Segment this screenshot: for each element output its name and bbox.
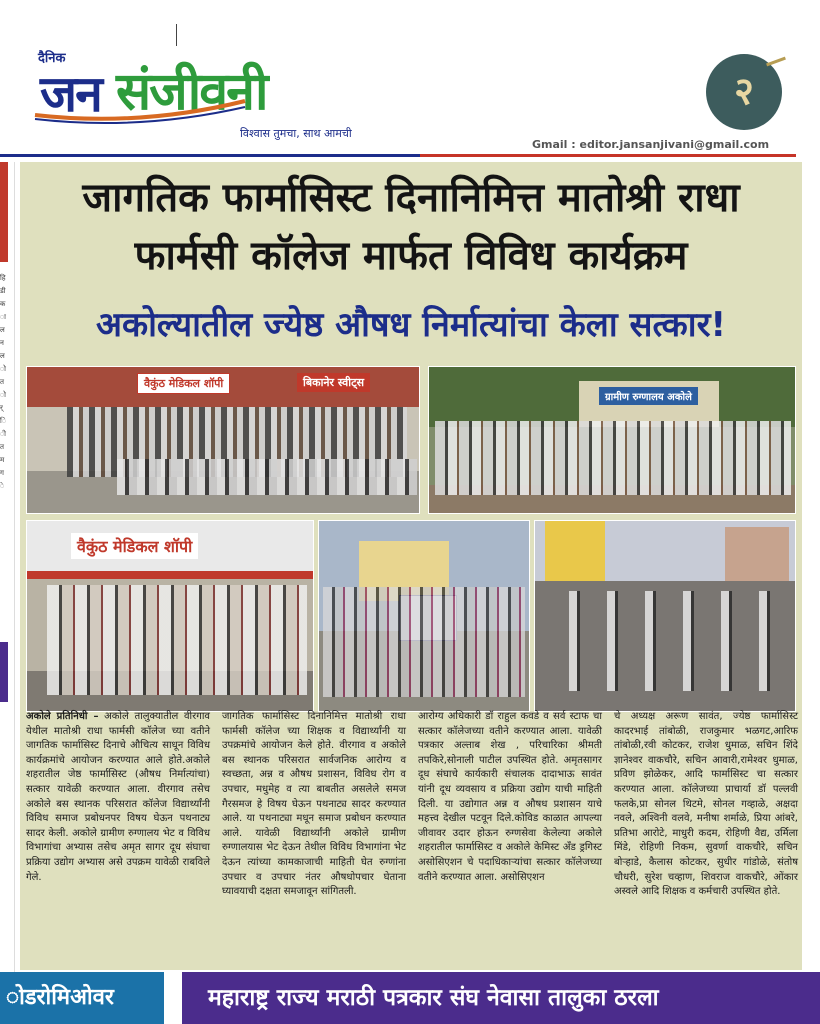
article: [20, 162, 802, 970]
page-number-accent: [766, 57, 786, 67]
headline-line-1: जागतिक फार्मासिस्ट दिनानिमित्त मातोश्री राधा: [82, 175, 740, 221]
logo-swoosh-icon: [30, 95, 250, 125]
shop-sign: बिकानेर स्वीट्स: [297, 373, 370, 392]
article-column-4: [614, 710, 798, 900]
article-column-3: [418, 710, 602, 885]
headline-line-2: फार्मसी कॉलेज मार्फत विविध कार्यक्रम: [134, 233, 688, 279]
left-fragment-band: [0, 162, 8, 262]
shop-sign: वैकुंठ मेडिकल शॉपी: [71, 533, 198, 559]
article-column-2: [222, 710, 406, 900]
byline: अकोले प्रतिनिधी –: [26, 711, 99, 722]
photo-students-at-hospital: [428, 366, 796, 514]
logo-part2: संजीवनी: [116, 62, 267, 122]
photo-street-play-bus-stand: [318, 520, 530, 712]
logo-part1: जन: [40, 65, 101, 123]
column-text: अकोले तालुक्यातील वीरगाव येथील मातोश्री राधा फार्मसी कॉलेज च्या वतीने जागतिक फार्मासिस्ट दिनाचे औचित्य साधून विविध कार्यक्रमांचे आयोजन करण्यात आले होते.अकोले शहरातील जेष्ठ फार्मासिस्ट (औषध निर्मात्यांचा) सत्कार यावेळी करण्यात आला. वीरगाव तसेच अकोले बस स्थानक परिसरात कॉलेज विद्यार्थ्यांनी विविध समाज प्रबोधनपर विषय घेऊन पथनाट्य सादर केली. अकोले ग्रामीण रुग्णालय भेट व विविध विभागांचा अभ्यास तसेच अमृत सागर दूध संघाचा प्रक्रिया उद्योग अभ्यास असे उपक्रम यावेळी राबविले गेले.: [26, 711, 210, 883]
next-story-banner-left: ोडरोमिओवर: [0, 972, 164, 1024]
column-text: चे अध्यक्ष अरूण सावंत, ज्येष्ठ फार्मासिस्ट कादरभाई तांबोळी, राजकुमार भळगट,आरिफ तांबोळी,रवी कोटकर, राजेश धुमाळ, सचिन शिंदे ज्ञानेश्वर वाकचौरे, सचिन आवारी,रामेश्वर धुमाळ, प्रविण झोळेकर, आदि फार्मासिस्ट चा सत्कार करण्यात आला. कॉलेजच्या प्राचार्या डॉ पल्लवी फलके,प्रा सोनल थिटमे, सोनल गव्हाळे, अक्षदा नवले, अश्विनी वलवे, मनीषा शर्माळे, प्रिया आंबरे, प्रतिभा आरोटे, माधुरी कदम, रोहिणी वैद्य, उर्मिला मिंडे, रोहिणी निकम, सुवर्णा वाकचौरे, सचिन बोऱ्हाडे, कैलास कोटकर, सुधीर गांडोळे, संतोष चौधरी, सुरेश चव्हाण, शिवराज वाकचौरे, ओंकार अस्वले आदि शिक्षक व कर्मचारी उपस्थित होते.: [614, 711, 798, 898]
left-column-fragment: [0, 162, 15, 972]
masthead-rule-red: [420, 154, 796, 157]
left-fragment-text: हि डी क ा ल न ल ो त ो र् ि ी त म ग े: [0, 274, 6, 490]
photo-street-performance: [534, 520, 796, 712]
left-fragment-band: [0, 642, 8, 702]
masthead-rule-blue: [0, 154, 420, 157]
photo-students-street-play: [26, 366, 420, 514]
column-text: आरोग्य अधिकारी डॉ राहुल कवडे व सर्व स्टाफ चा सत्कार कॉलेजच्या वतीने करण्यात आला. यावेळी पत्रकार अल्ताब शेख , परिचारिका श्रीमती तपकिरे,सोनाली पाटील उपस्थित होते. अमृतसागर दूध संघाचे कार्यकारी संचालक दादाभाऊ सावंत यांनी दूध व्यवसाय व प्रक्रिया उद्योग याची माहिती दिली. या उद्योगात अन्न व औषध प्रशासन याचे महत्त्व देखील पटवून दिले.कोविड काळात आपल्या जीवावर उदार होऊन रुग्णसेवा केलेल्या अकोले शहरातील फार्मासिस्ट व अकोले केमिस्ट अँड ड्रगिस्ट असोसिएशन चे पदाधिकाऱ्यांचा सत्कार कॉलेजच्या वतीने करण्यात आला. असोसिएशन: [418, 711, 602, 883]
tagline: विश्वास तुमचा, साथ आमची: [240, 127, 352, 140]
email-address[interactable]: Gmail : editor.jansanjivani@gmail.com: [532, 138, 770, 151]
masthead: [0, 0, 820, 160]
subheadline: अकोल्यातील ज्येष्ठ औषध निर्मात्यांचा केला सत्कार!: [96, 305, 726, 345]
column-text: जागतिक फार्मासिस्ट दिनानिमित्त मातोश्री राधा फार्मसी कॉलेज च्या शिक्षक व विद्यार्थ्यांनी या उपक्रमांचे आयोजन केले होते. वीरगाव व अकोले बस स्थानक परिसरात सार्वजनिक आरोग्य व स्वच्छता, अन्न व औषध प्रशासन, विविध रोग व उपचार, मधुमेह व त्या बाबतीत असलेले समज गैरसमज हे विषय घेऊन पथनाट्य सादर करण्यात आले. या पथनाट्या मधून समाज प्रबोधन करण्यात आले. यावेळी विद्यार्थ्यांनी अकोले ग्रामीण रुग्णालयास भेट देऊन तेथील विविध विभागांना भेट देऊन त्यांच्या कामकाजाची माहिती घेत रुग्णांना उपचार व उपचार नंतर औषधोपचार घेताना घ्यावयाची दक्षता समजावून सांगितली.: [222, 711, 406, 898]
article-column-1: [26, 710, 210, 885]
shop-sign: वैकुंठ मेडिकल शॉपी: [137, 373, 230, 394]
article-body: [26, 710, 800, 966]
page-number: २: [706, 54, 782, 130]
photo-felicitation-medical-shop: [26, 520, 314, 712]
next-story-banner-right: महाराष्ट्र राज्य मराठी पत्रकार संघ नेवासा तालुका ठरला: [182, 972, 820, 1024]
hospital-sign: ग्रामीण रुग्णालय अकोले: [599, 387, 698, 405]
logo-prefix: दैनिक: [38, 51, 66, 66]
crop-mark: [176, 24, 177, 46]
